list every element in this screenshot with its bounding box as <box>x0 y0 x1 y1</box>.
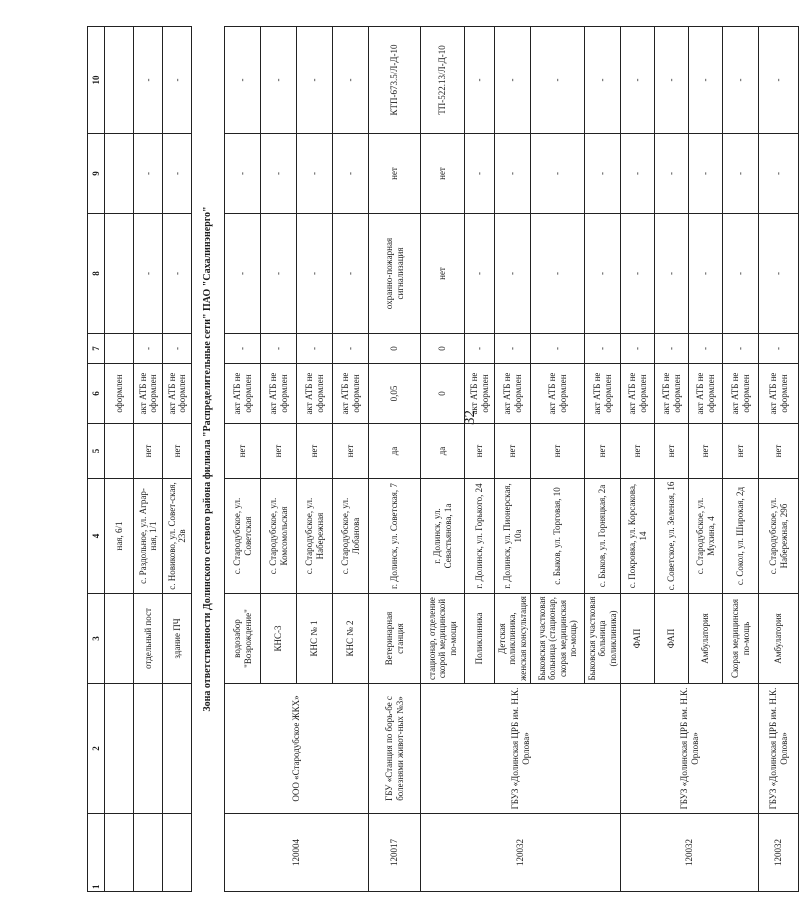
organization-cell: ООО «Стародубское ЖКХ» <box>225 684 369 814</box>
table-body <box>88 27 799 892</box>
table-row <box>421 27 465 892</box>
object-cell: Быковская участковая больница (стационар, скорая медицинская по-мощь) <box>531 594 585 684</box>
col10-cell <box>105 27 134 134</box>
col8-cell: - <box>585 214 621 334</box>
col5-cell: нет <box>261 424 297 479</box>
object-cell: стационар, отделение скорой медицинской по-мощи <box>421 594 465 684</box>
address-cell: с. Быков, ул. Горняцкая, 2а <box>585 479 621 594</box>
col6-cell: акт АТБ не оформлен <box>585 364 621 424</box>
table-row <box>134 27 163 892</box>
column-number: 10 <box>88 27 105 134</box>
address-cell: с. Стародубское, ул. Набережная, 29б <box>759 479 799 594</box>
column-number: 4 <box>88 479 105 594</box>
col8-cell: - <box>689 214 723 334</box>
col10-cell: - <box>261 27 297 134</box>
col10-cell: - <box>495 27 531 134</box>
col7-cell: - <box>261 334 297 364</box>
address-cell: г. Долинск, ул. Советская, 7 <box>369 479 421 594</box>
col10-cell: - <box>689 27 723 134</box>
address-cell: ная, 6/1 <box>105 479 134 594</box>
col8-cell: - <box>261 214 297 334</box>
address-cell: г. Долинск, ул. Севастьянова, 1а <box>421 479 465 594</box>
address-cell: с. Стародубское, ул. Лобанова <box>333 479 369 594</box>
col9-cell <box>105 134 134 214</box>
col9-cell: нет <box>421 134 465 214</box>
col8-cell: нет <box>421 214 465 334</box>
col5-cell: нет <box>759 424 799 479</box>
col6-cell: акт АТБ не оформлен <box>531 364 585 424</box>
address-cell: с. Стародубское, ул. Советская <box>225 479 261 594</box>
responsibility-table <box>87 26 799 892</box>
organization-cell <box>105 684 134 814</box>
col9-cell: - <box>723 134 759 214</box>
object-cell: Поликлиника <box>465 594 495 684</box>
organization-cell: ГБУЗ «Долинская ЦРБ им. Н.К. Орлова» <box>421 684 621 814</box>
code-cell <box>105 814 134 892</box>
col10-cell: КТП-673.5/Л-Д-10 <box>369 27 421 134</box>
col7-cell: 0 <box>421 334 465 364</box>
object-cell: Амбулатория <box>689 594 723 684</box>
col8-cell: - <box>163 214 192 334</box>
organization-cell <box>163 684 192 814</box>
col10-cell: - <box>585 27 621 134</box>
col5-cell: нет <box>134 424 163 479</box>
object-cell <box>105 594 134 684</box>
column-number: 6 <box>88 364 105 424</box>
address-cell: с. Покровка, ул. Корсакова, 14 <box>621 479 655 594</box>
col9-cell: - <box>585 134 621 214</box>
object-cell: Амбулатория <box>759 594 799 684</box>
col7-cell: - <box>163 334 192 364</box>
table-row <box>621 27 655 892</box>
table-row <box>225 27 261 892</box>
col9-cell: - <box>261 134 297 214</box>
col7-cell: 0 <box>369 334 421 364</box>
col6-cell: акт АТБ не оформлен <box>723 364 759 424</box>
col9-cell: - <box>689 134 723 214</box>
col8-cell: - <box>495 214 531 334</box>
col7-cell: - <box>495 334 531 364</box>
address-cell: с. Стародубское, ул. Мухина, 4 <box>689 479 723 594</box>
col10-cell: - <box>297 27 333 134</box>
object-cell: ФАП <box>655 594 689 684</box>
address-cell: с. Стародубское, ул. Набережная <box>297 479 333 594</box>
rotated-table-area <box>87 27 789 892</box>
page-number: 32 <box>462 410 478 425</box>
col9-cell: - <box>134 134 163 214</box>
col7-cell: - <box>531 334 585 364</box>
col8-cell: - <box>759 214 799 334</box>
col6-cell: акт АТБ не оформлен <box>297 364 333 424</box>
col8-cell: - <box>621 214 655 334</box>
col10-cell: - <box>163 27 192 134</box>
col6-cell: акт АТБ не оформлен <box>163 364 192 424</box>
col7-cell: - <box>225 334 261 364</box>
col5-cell: нет <box>723 424 759 479</box>
col8-cell: - <box>134 214 163 334</box>
col9-cell: - <box>655 134 689 214</box>
col5-cell: нет <box>655 424 689 479</box>
col7-cell: - <box>134 334 163 364</box>
col8-cell: - <box>655 214 689 334</box>
organization-cell: ГБУЗ «Долинская ЦРБ им. Н.К. Орлова» <box>759 684 799 814</box>
column-number: 8 <box>88 214 105 334</box>
col9-cell: - <box>333 134 369 214</box>
col10-cell: - <box>333 27 369 134</box>
col7-cell: - <box>689 334 723 364</box>
col6-cell: акт АТБ не оформлен <box>333 364 369 424</box>
col6-cell: акт АТБ не оформлен <box>495 364 531 424</box>
object-cell: здание ПЧ <box>163 594 192 684</box>
column-number: 3 <box>88 594 105 684</box>
col7-cell: - <box>585 334 621 364</box>
col6-cell: акт АТБ не оформлен <box>759 364 799 424</box>
col10-cell: ТП-522.13/Л-Д-10 <box>421 27 465 134</box>
table-row <box>759 27 799 892</box>
object-cell: Детская поликлиника, женская консультация <box>495 594 531 684</box>
table-row <box>369 27 421 892</box>
code-cell: 120032 <box>621 814 759 892</box>
code-cell <box>134 814 163 892</box>
col9-cell: - <box>465 134 495 214</box>
object-cell: Скорая медицинская по-мощь <box>723 594 759 684</box>
object-cell: водозабор "Возрождение" <box>225 594 261 684</box>
col9-cell: - <box>621 134 655 214</box>
organization-cell: ГБУ «Станция по борь-бе с болезнями живот-ных №3» <box>369 684 421 814</box>
col5-cell: нет <box>689 424 723 479</box>
col5-cell: нет <box>333 424 369 479</box>
col6-cell: акт АТБ не оформлен <box>261 364 297 424</box>
column-number: 2 <box>88 684 105 814</box>
col7-cell: - <box>655 334 689 364</box>
col5-cell: нет <box>297 424 333 479</box>
column-number: 5 <box>88 424 105 479</box>
col5-cell: нет <box>225 424 261 479</box>
code-cell: 120032 <box>421 814 621 892</box>
table-row <box>105 27 134 892</box>
col5-cell: да <box>421 424 465 479</box>
address-cell: с. Новиково, ул. Совет-ская, 23в <box>163 479 192 594</box>
address-cell: с. Советское, ул. Зеленая, 16 <box>655 479 689 594</box>
column-number: 9 <box>88 134 105 214</box>
col9-cell: - <box>759 134 799 214</box>
object-cell: КНС № 1 <box>297 594 333 684</box>
col5-cell: нет <box>465 424 495 479</box>
address-cell: с. Стародубское, ул. Комсомольская <box>261 479 297 594</box>
col6-cell: акт АТБ не оформлен <box>655 364 689 424</box>
col8-cell: - <box>723 214 759 334</box>
col10-cell: - <box>621 27 655 134</box>
col5-cell: нет <box>585 424 621 479</box>
col6-cell: оформлен <box>105 364 134 424</box>
col5-cell: нет <box>621 424 655 479</box>
col8-cell: охранно-пожарная сигнализация <box>369 214 421 334</box>
col9-cell: - <box>225 134 261 214</box>
col10-cell: - <box>465 27 495 134</box>
code-cell <box>163 814 192 892</box>
col10-cell: - <box>723 27 759 134</box>
col8-cell: - <box>465 214 495 334</box>
col7-cell: - <box>621 334 655 364</box>
col8-cell: - <box>531 214 585 334</box>
column-number-row <box>88 27 105 892</box>
col5-cell: нет <box>495 424 531 479</box>
address-cell: с. Раздольное, ул. Аграр-ная, 1/1 <box>134 479 163 594</box>
table-row <box>163 27 192 892</box>
col5-cell: нет <box>163 424 192 479</box>
object-cell: КНС-3 <box>261 594 297 684</box>
organization-cell <box>134 684 163 814</box>
object-cell: Ветеринарная станция <box>369 594 421 684</box>
address-cell: г. Долинск, ул. Пионерская, 10а <box>495 479 531 594</box>
col9-cell: - <box>163 134 192 214</box>
col6-cell: акт АТБ не оформлен <box>225 364 261 424</box>
address-cell: г. Долинск, ул. Горького, 24 <box>465 479 495 594</box>
col6-cell: 0 <box>421 364 465 424</box>
code-cell: 120017 <box>369 814 421 892</box>
section-title: Зона ответственности Долинского сетевого района филиала "Распределительные сети" ПАО "Сахалинэнерго" <box>192 27 225 892</box>
col7-cell: - <box>759 334 799 364</box>
col7-cell <box>105 334 134 364</box>
col10-cell: - <box>655 27 689 134</box>
col6-cell: акт АТБ не оформлен <box>689 364 723 424</box>
address-cell: с. Сокол, ул. Широкая, 2д <box>723 479 759 594</box>
col10-cell: - <box>759 27 799 134</box>
col5-cell <box>105 424 134 479</box>
col5-cell: да <box>369 424 421 479</box>
organization-cell: ГБУЗ «Долинская ЦРБ им. Н.К. Орлова» <box>621 684 759 814</box>
col8-cell <box>105 214 134 334</box>
col9-cell: нет <box>369 134 421 214</box>
col7-cell: - <box>333 334 369 364</box>
col7-cell: - <box>297 334 333 364</box>
col10-cell: - <box>531 27 585 134</box>
col8-cell: - <box>225 214 261 334</box>
col5-cell: нет <box>531 424 585 479</box>
section-row <box>192 27 225 892</box>
address-cell: с. Быков, ул. Торговая, 10 <box>531 479 585 594</box>
object-cell: ФАП <box>621 594 655 684</box>
col9-cell: - <box>495 134 531 214</box>
column-number: 1 <box>88 814 105 892</box>
col7-cell: - <box>465 334 495 364</box>
col6-cell: 0,05 <box>369 364 421 424</box>
column-number: 7 <box>88 334 105 364</box>
col8-cell: - <box>333 214 369 334</box>
col8-cell: - <box>297 214 333 334</box>
col6-cell: акт АТБ не оформлен <box>621 364 655 424</box>
object-cell: Быковская участковая больница (поликлиника) <box>585 594 621 684</box>
col9-cell: - <box>297 134 333 214</box>
object-cell: отдельный пост <box>134 594 163 684</box>
col9-cell: - <box>531 134 585 214</box>
col7-cell: - <box>723 334 759 364</box>
col10-cell: - <box>134 27 163 134</box>
object-cell: КНС № 2 <box>333 594 369 684</box>
col10-cell: - <box>225 27 261 134</box>
code-cell: 120032 <box>759 814 799 892</box>
col6-cell: акт АТБ не оформлен <box>134 364 163 424</box>
col6-cell: акт АТБ не оформлен <box>465 364 495 424</box>
code-cell: 120004 <box>225 814 369 892</box>
